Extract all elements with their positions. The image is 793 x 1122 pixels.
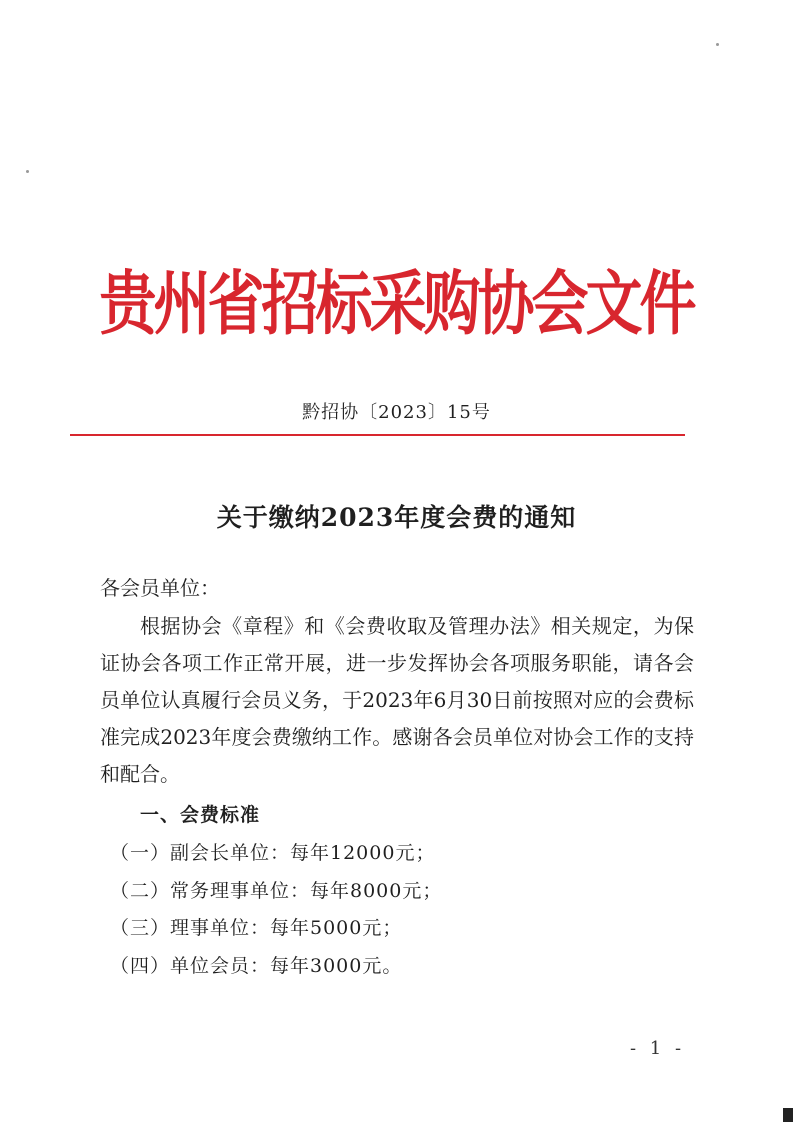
scan-speck	[26, 170, 29, 173]
masthead-title: 贵州省招标采购协会文件	[99, 263, 694, 345]
fee-item-unit-member: （四）单位会员：每年3000元。	[110, 954, 403, 977]
page-number: - 1 -	[630, 1038, 686, 1059]
fee-item-executive-director: （二）常务理事单位：每年8000元；	[110, 879, 443, 902]
scan-edge-mark	[783, 1108, 793, 1122]
body-paragraph: 根据协会《章程》和《会费收取及管理办法》相关规定，为保证协会各项工作正常开展，进一步发挥协会各项服务职能，请各会员单位认真履行会员义务，于2023年6月30日前按照对应的会费标准完成2023年度会费缴纳工作。感谢各会员单位对协会工作的支持和配合。	[100, 614, 694, 786]
notice-title: 关于缴纳2023年度会费的通知	[216, 503, 577, 532]
fee-item-vice-president: （一）副会长单位：每年12000元；	[110, 842, 436, 864]
document-number: 黔招协〔2023〕15号	[302, 402, 491, 423]
red-divider-line	[70, 434, 685, 436]
fee-item-director: （三）理事单位：每年5000元；	[110, 917, 403, 939]
section-heading-fee-standard: 一、会费标准	[140, 804, 261, 826]
fee-standard-list	[110, 835, 670, 985]
scan-speck	[716, 43, 719, 46]
salutation: 各会员单位：	[100, 576, 220, 600]
